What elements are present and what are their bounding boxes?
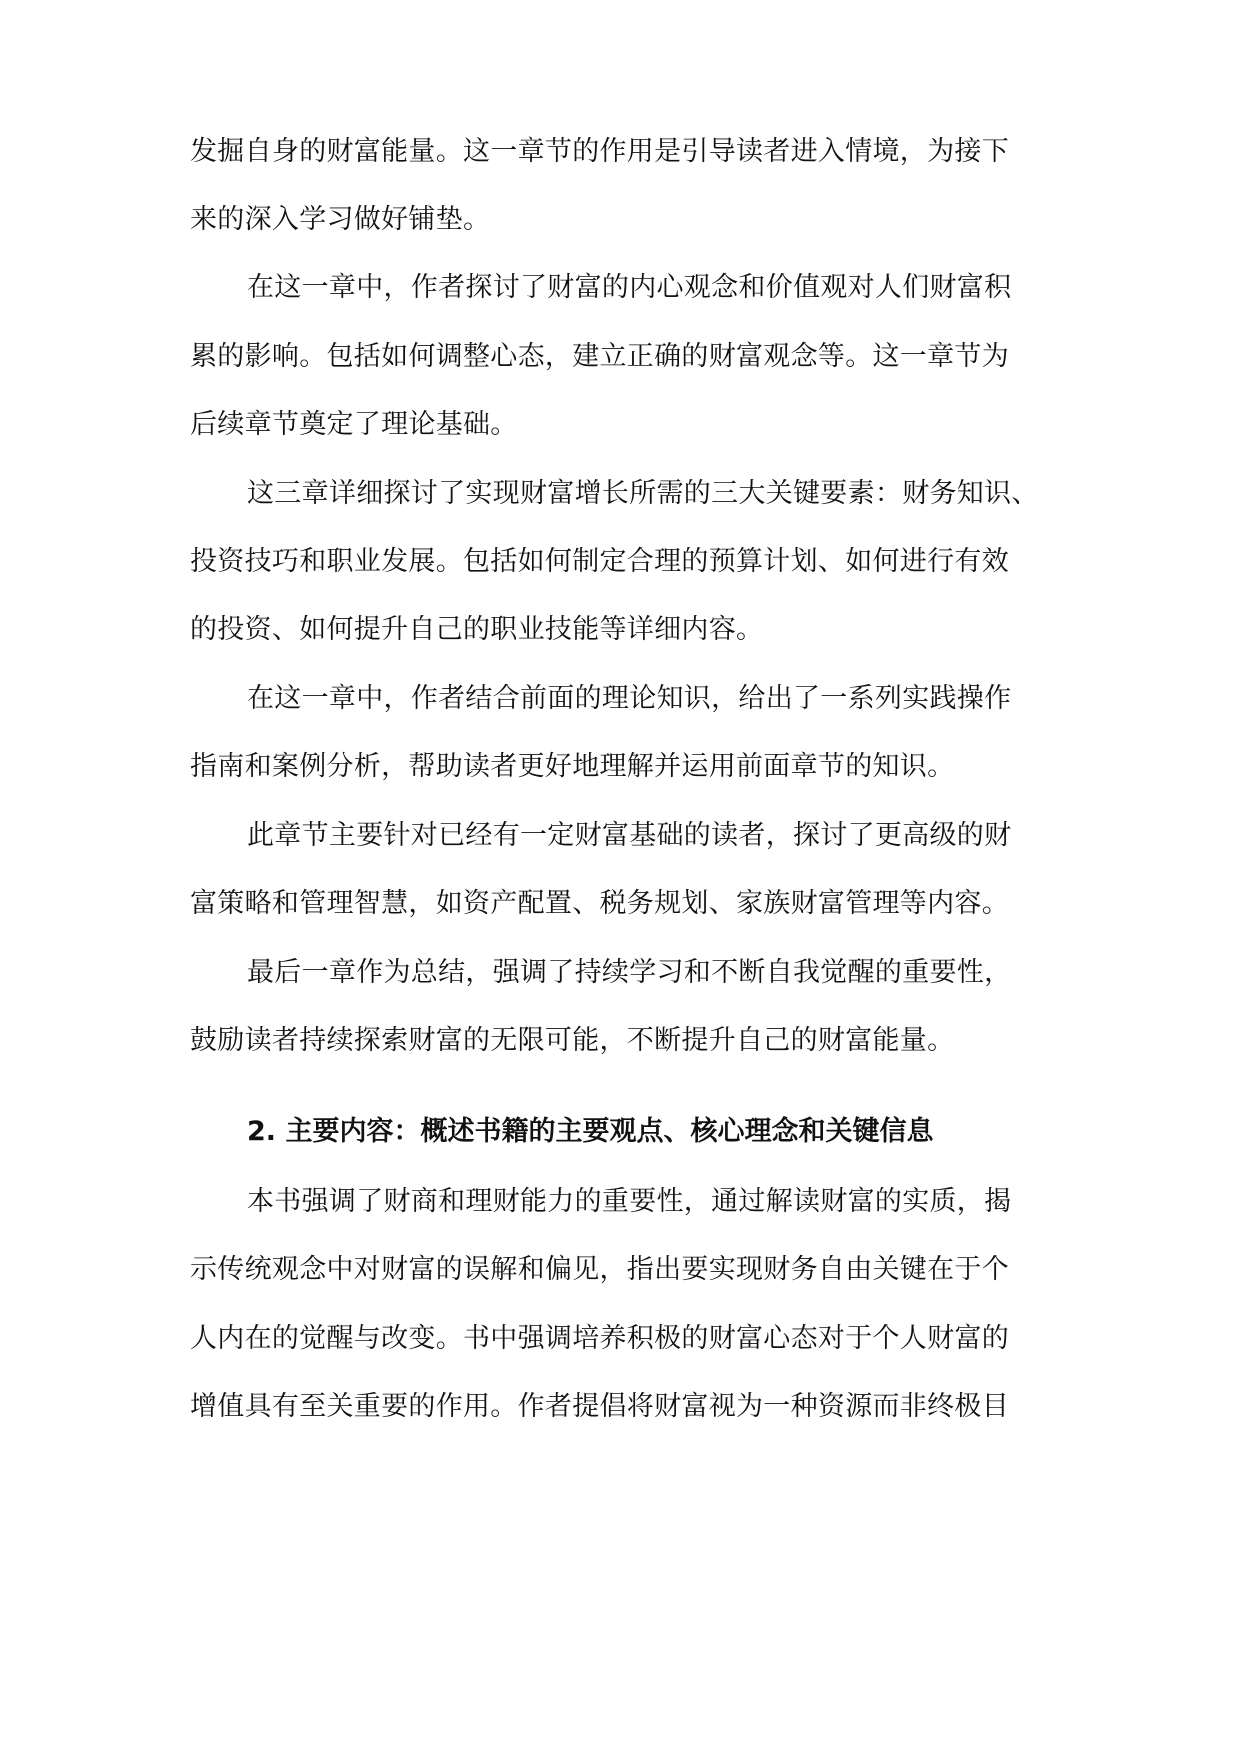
paragraph-line: 发掘自身的财富能量。这一章节的作用是引导读者进入情境，为接下 [190, 136, 1009, 167]
paragraph-line: 最后一章作为总结，强调了持续学习和不断自我觉醒的重要性， [247, 957, 1012, 988]
paragraph-line: 富策略和管理智慧，如资产配置、税务规划、家族财富管理等内容。 [190, 888, 1009, 919]
paragraph-line: 指南和案例分析，帮助读者更好地理解并运用前面章节的知识。 [190, 751, 955, 782]
paragraph-line: 来的深入学习做好铺垫。 [190, 204, 491, 235]
paragraph-line: 示传统观念中对财富的误解和偏见，指出要实现财务自由关键在于个 [190, 1254, 1009, 1285]
paragraph-line: 的投资、如何提升自己的职业技能等详细内容。 [190, 614, 764, 645]
section-heading: 2. 主要内容：概述书籍的主要观点、核心理念和关键信息 [247, 1116, 934, 1147]
paragraph-line: 本书强调了财商和理财能力的重要性，通过解读财富的实质，揭 [247, 1186, 1012, 1217]
paragraph-line: 累的影响。包括如何调整心态，建立正确的财富观念等。这一章节为 [190, 341, 1009, 372]
paragraph-line: 后续章节奠定了理论基础。 [190, 409, 518, 440]
paragraph-line: 在这一章中，作者结合前面的理论知识，给出了一系列实践操作 [247, 683, 1012, 714]
paragraph-line: 人内在的觉醒与改变。书中强调培养积极的财富心态对于个人财富的 [190, 1323, 1009, 1354]
paragraph-line: 增值具有至关重要的作用。作者提倡将财富视为一种资源而非终极目 [190, 1391, 1009, 1422]
paragraph-line: 投资技巧和职业发展。包括如何制定合理的预算计划、如何进行有效 [190, 546, 1009, 577]
paragraph-line: 这三章详细探讨了实现财富增长所需的三大关键要素：财务知识、 [247, 478, 1039, 509]
paragraph-line: 鼓励读者持续探索财富的无限可能，不断提升自己的财富能量。 [190, 1025, 955, 1056]
paragraph-line: 此章节主要针对已经有一定财富基础的读者，探讨了更高级的财 [247, 820, 1012, 851]
paragraph-line: 在这一章中，作者探讨了财富的内心观念和价值观对人们财富积 [247, 272, 1012, 303]
